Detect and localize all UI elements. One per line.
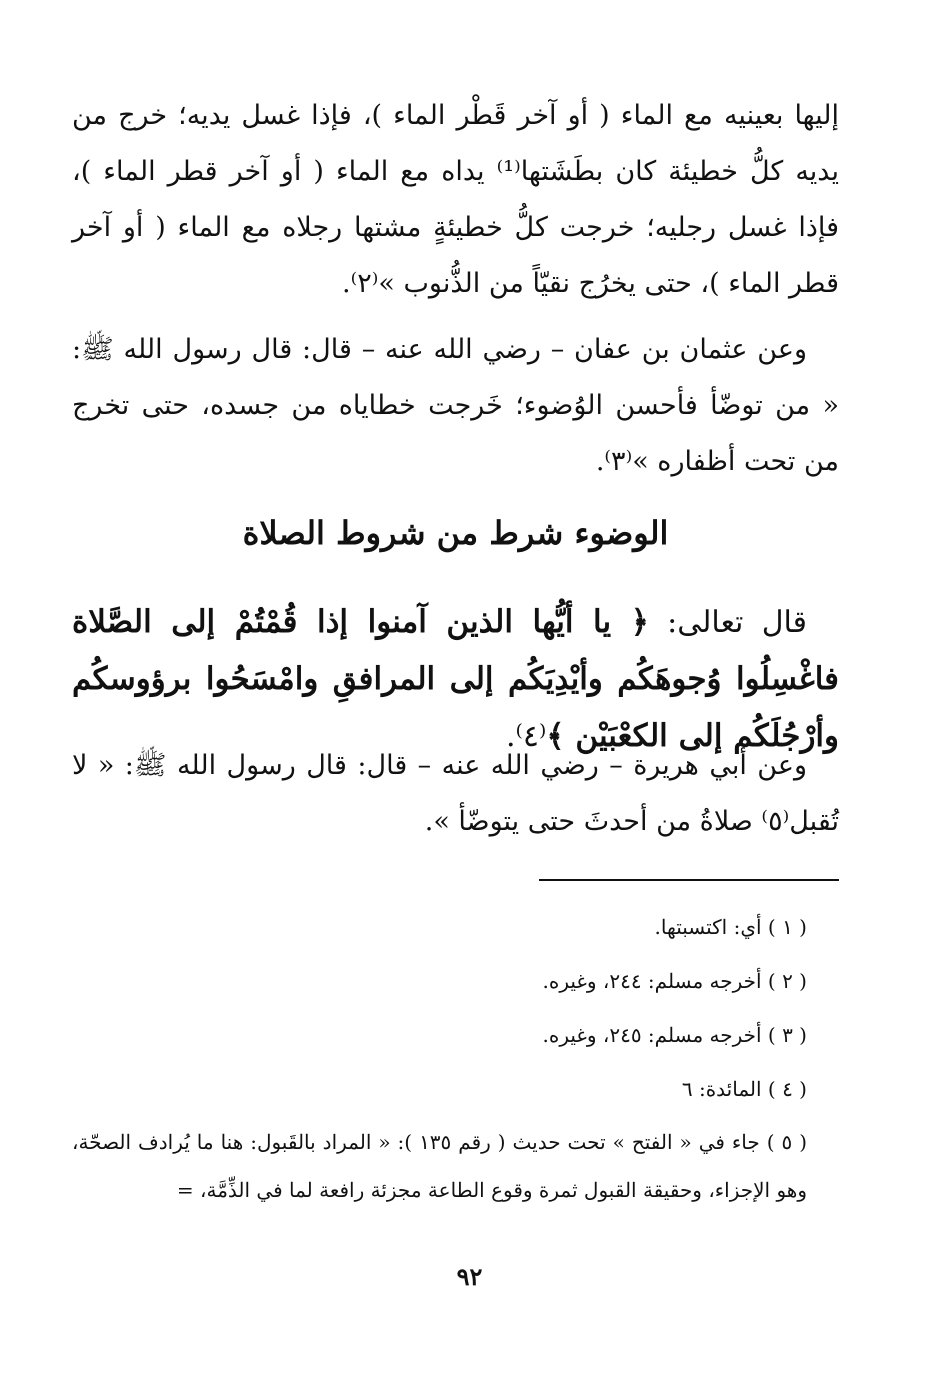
verse-intro: قال تعالى: (648, 605, 807, 640)
footnote-1: ( ١ ) أي: اكتسبتها. (654, 915, 807, 939)
footnote-2: ( ٢ ) أخرجه مسلم: ٢٤٤، وغيره. (542, 969, 807, 993)
page-number: ٩٢ (456, 1262, 483, 1291)
paragraph-hadith-abu-hurayra: وعن أبي هريرة – رضي الله عنه – قال: قال رسول الله ﷺ: « لا تُقبل⁽٥⁾ صلاةُ من أحدثَ حتى يتوضّأ ». (72, 750, 839, 837)
footnote-divider (539, 879, 839, 881)
verse-text: ﴿ يا أيُّها الذين آمنوا إذا قُمْتُمْ إلى الصَّلاة فاغْسِلُوا وُجوهَكُم وأيْدِيَكُم إلى المرافقِ وامْسَحُوا برؤوسكُم وأرْجُلَكُم إلى الكعْبَيْن ﴾ (72, 604, 839, 754)
body-text (72, 88, 839, 490)
paragraph-hadith-1: إليها بعينيه مع الماء ( أو آخر قَطْر الماء )، فإذا غسل يديه؛ خرج من يديه كلُّ خطيئة كان بطَشَتها⁽¹⁾ يداه مع الماء ( أو آخر قطر الماء )، فإذا غسل رجليه؛ خرجت كلُّ خطيئةٍ مشتها رجلاه مع الماء ( أو آخر قطر الماء )، حتى يخرُج نقيّاً من الذُّنوب »⁽٢⁾. (72, 100, 839, 299)
section-heading: الوضوء شرط من شروط الصلاة (242, 514, 669, 552)
footnote-3: ( ٣ ) أخرجه مسلم: ٢٤٥، وغيره. (542, 1023, 807, 1047)
footnotes (72, 900, 839, 1234)
footnote-5-text: ( ٥ ) جاء في « الفتح » تحت حديث ( رقم ١٣٥ ): « المراد بالقَبول: هنا ما يُرادف الصحّة، وهو الإجزاء، وحقيقة القبول ثمرة وقوع الطاعة مجزئة رافعة لما في الذِّمَّة، (72, 1130, 807, 1202)
footnote-5 (72, 1118, 839, 1214)
footnote-continuation-mark: = (176, 1178, 194, 1202)
footnote-4: ( ٤ ) المائدة: ٦ (681, 1077, 807, 1101)
verse-reference: ⁽٤⁾. (505, 719, 547, 754)
paragraph-hadith-uthman: وعن عثمان بن عفان – رضي الله عنه – قال: قال رسول الله ﷺ: « من توضّأ فأحسن الوُضوء؛ خَرجت خطاياه من جسده، حتى تخرج من تحت أظفاره »⁽٣⁾. (72, 334, 839, 477)
